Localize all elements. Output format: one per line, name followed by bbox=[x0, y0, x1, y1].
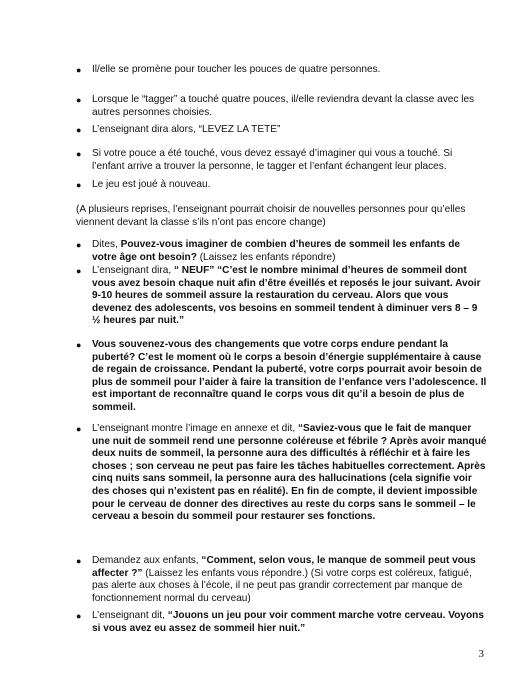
bullet-icon: ● bbox=[76, 125, 82, 135]
list-item bbox=[76, 64, 487, 77]
item-bold-text: “Jouons un jeu pour voir comment marche votre cerveau. Voyons si vous avez eu assez de sommeil hier nuit.” bbox=[92, 610, 484, 634]
item-text: Lorsque le “tagger” a touché quatre pouces, il/elle reviendra devant la classe avec les autres personnes choisies. bbox=[92, 94, 475, 118]
note-text: (A plusieurs reprises, l’enseignant pourrait choisir de nouvelles personnes pour qu’elles viennent devant la classe s’ils n’ont pas encore change) bbox=[76, 204, 466, 228]
bullet-icon: ● bbox=[76, 65, 82, 75]
bullet-icon: ● bbox=[76, 240, 82, 250]
list-item bbox=[76, 179, 487, 192]
list-item bbox=[76, 423, 487, 524]
bullet-icon: ● bbox=[76, 149, 82, 159]
item-text: Dites, bbox=[92, 239, 121, 250]
list-item bbox=[76, 148, 487, 173]
bullet-icon: ● bbox=[76, 95, 82, 105]
item-bold-text: “Saviez-vous que le fait de manquer une nuit de sommeil rend une personne coléreuse et fébrile ? Après avoir manqué deux nuits de sommeil, la personne aura des difficultés à réfléchir et à faire les choses ; son cerveau ne peut pas faire les tâches habituelles correctement. Après cinq nuits sans sommeil, la personne aura des hallucinations (cela signifie voir des choses qui n’existent pas en réalité). En fin de compte, il devient impossible pour le cerveau de donner des directives au reste du corps sans le sommeil – le cerveau a besoin du sommeil pour restaurer ses fonctions. bbox=[92, 423, 487, 523]
list-item bbox=[76, 94, 487, 119]
item-text: L’enseignant dira alors, “LEVEZ LA TETE” bbox=[92, 124, 281, 135]
note-paragraph bbox=[76, 204, 490, 229]
bullet-icon: ● bbox=[76, 611, 82, 621]
bullet-icon: ● bbox=[76, 556, 82, 566]
item-text: Si votre pouce a été touché, vous devez essayé d’imaginer qui vous a touché. Si l’enfant arrive a trouver la personne, le tagger et l’enfant échangent leur places. bbox=[92, 148, 453, 172]
item-bold-text: “ NEUF” “C’est le nombre minimal d’heures de sommeil dont vous avez besoin chaque nuit afin d’être éveillés et reposés le jour suivant. Avoir 9-10 heures de sommeil assure la restauration du cerveau. Alors que vous devenez des adolescents, vos besoins en sommeil tendent à diminuer vers 8 – 9 ½ heures par nuit.” bbox=[92, 265, 481, 327]
item-text: Il/elle se promène pour toucher les pouces de quatre personnes. bbox=[92, 64, 381, 75]
list-item bbox=[76, 265, 487, 328]
page-number: 3 bbox=[478, 648, 484, 660]
item-text: (Laissez les enfants répondre) bbox=[196, 251, 336, 263]
item-text: Le jeu est joué à nouveau. bbox=[92, 179, 211, 190]
item-text: (Laissez les enfants vous répondre.) (Si votre corps est coléreux, fatigué, pas alerte aux choses à l’école, il ne peut pas grandir correctement par manque de fonctionnement normal du cerveau) bbox=[92, 567, 472, 604]
item-text: L’enseignant dit, bbox=[92, 610, 168, 621]
item-text: Demandez aux enfants, bbox=[92, 555, 202, 566]
list-item bbox=[76, 124, 487, 137]
item-bold-text: Pouvez-vous imaginer de combien d’heures de sommeil les enfants de votre âge ont besoin? bbox=[92, 239, 460, 263]
bullet-icon: ● bbox=[76, 180, 82, 190]
list-item bbox=[76, 555, 487, 605]
bullet-icon: ● bbox=[76, 266, 82, 276]
bullet-icon: ● bbox=[76, 340, 82, 350]
list-item bbox=[76, 239, 487, 264]
bullet-icon: ● bbox=[76, 424, 82, 434]
item-text: L’enseignant montre l’image en annexe et dit, bbox=[92, 423, 298, 434]
list-item bbox=[76, 610, 487, 635]
item-text: L’enseignant dira, bbox=[92, 265, 174, 276]
item-bold-text: Vous souvenez-vous des changements que votre corps endure pendant la puberté? C’est le moment où le corps a besoin d’énergie supplémentaire à cause de regain de croissance. Pendant la puberté, votre corps pourrait avoir besoin de plus de sommeil pour l’aider à faire la transition de l’enfance vers l’adolescence. Il est important de reconnaître quand le corps vous dit qu’il a besoin de plus de sommeil. bbox=[92, 339, 487, 413]
list-item bbox=[76, 339, 487, 415]
item-bold-text: “Comment, selon vous, le manque de sommeil peut vous affecter ?” bbox=[92, 555, 476, 579]
